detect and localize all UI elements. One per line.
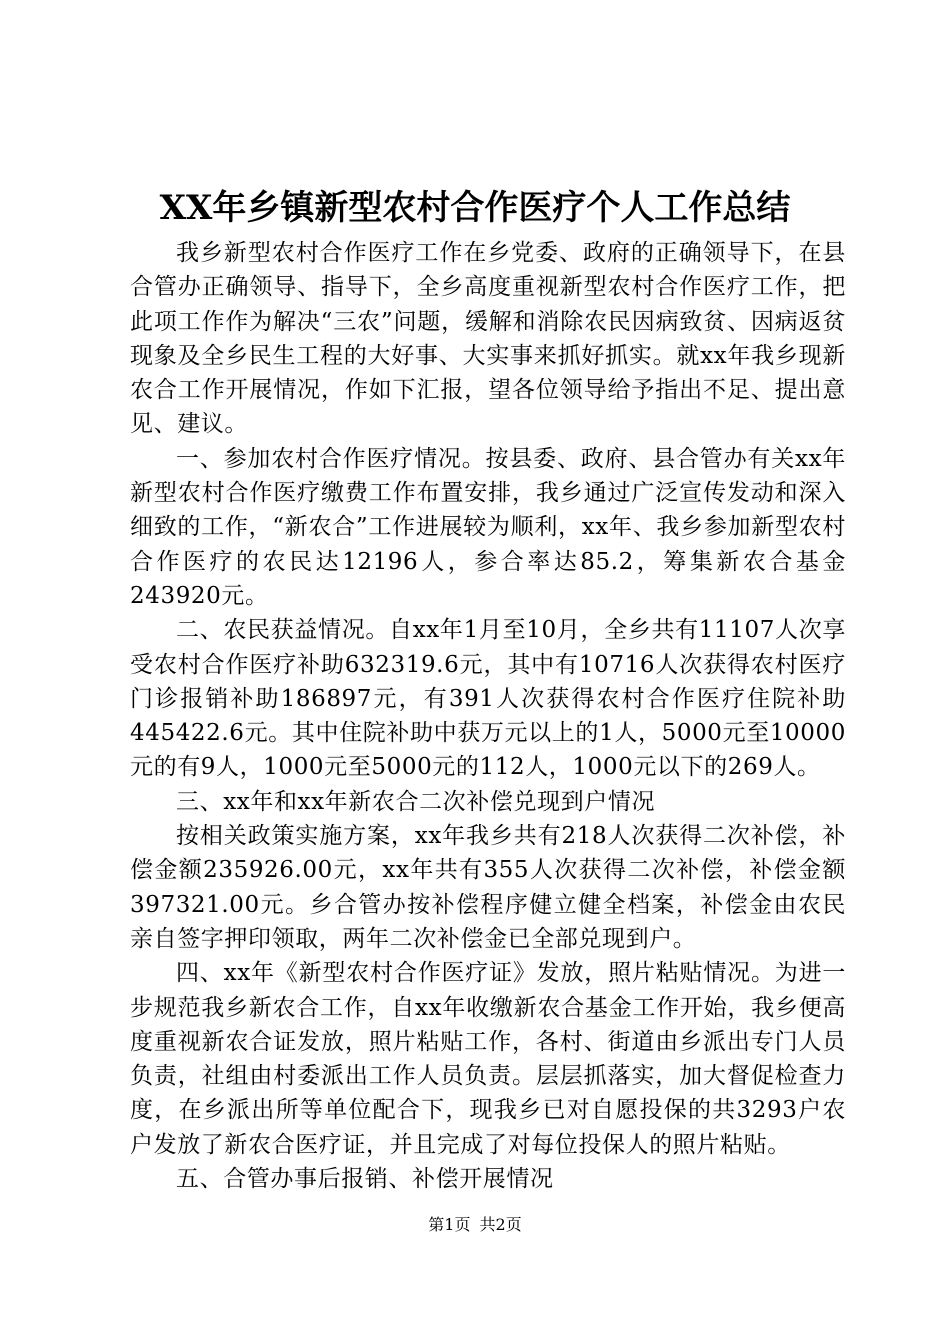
page-number-total: 共2页 <box>479 1215 522 1234</box>
paragraph-section-5-heading: 五、合管办事后报销、补偿开展情况 <box>176 1166 554 1193</box>
paragraph-section-2: 二、农民获益情况。自xx年1月至10月，全乡共有11107人次享受农村合作医疗补助632319.6元，其中有10716人次获得农村医疗门诊报销补助186897元，有391人次获得农村合作医疗住院补助445422.6元。其中住院补助中获万元以上的1人，5000元至10000元的有9人，1000元至5000元的112人，1000元以下的269人。 <box>130 617 846 781</box>
document-body <box>130 236 846 1196</box>
paragraph-section-4: 四、xx年《新型农村合作医疗证》发放，照片粘贴情况。为进一步规范我乡新农合工作，自xx年收缴新农合基金工作开始，我乡便高度重视新农合证发放，照片粘贴工作，各村、街道由乡派出专门人员负责，社组由村委派出工作人员负责。层层抓落实，加大督促检查力度，在乡派出所等单位配合下，现我乡已对自愿投保的共3293户农户发放了新农合医疗证，并且完成了对每位投保人的照片粘贴。 <box>130 960 846 1158</box>
document-title: XX年乡镇新型农村合作医疗个人工作总结 <box>159 188 791 228</box>
paragraph-section-1: 一、参加农村合作医疗情况。按县委、政府、县合管办有关xx年新型农村合作医疗缴费工作布置安排，我乡通过广泛宣传发动和深入细致的工作，“新农合”工作进展较为顺利，xx年、我乡参加新型农村合作医疗的农民达12196人，参合率达85.2，筹集新农合基金243920元。 <box>130 445 846 609</box>
paragraph-intro: 我乡新型农村合作医疗工作在乡党委、政府的正确领导下，在县合管办正确领导、指导下，全乡高度重视新型农村合作医疗工作，把此项工作作为解决“三农”问题，缓解和消除农民因病致贫、因病返贫现象及全乡民生工程的大好事、大实事来抓好抓实。就xx年我乡现新农合工作开展情况，作如下汇报，望各位领导给予指出不足、提出意见、建议。 <box>130 240 846 438</box>
page-footer <box>0 1214 950 1236</box>
paragraph-section-3-heading: 三、xx年和xx年新农合二次补偿兑现到户情况 <box>176 788 656 815</box>
page-number-current: 第1页 <box>428 1215 471 1234</box>
paragraph-section-3-body: 按相关政策实施方案，xx年我乡共有218人次获得二次补偿，补偿金额235926.00元，xx年共有355人次获得二次补偿，补偿金额397321.00元。乡合管办按补偿程序健立健全档案，补偿金由农民亲自签字押印领取，两年二次补偿金已全部兑现到户。 <box>130 823 846 952</box>
